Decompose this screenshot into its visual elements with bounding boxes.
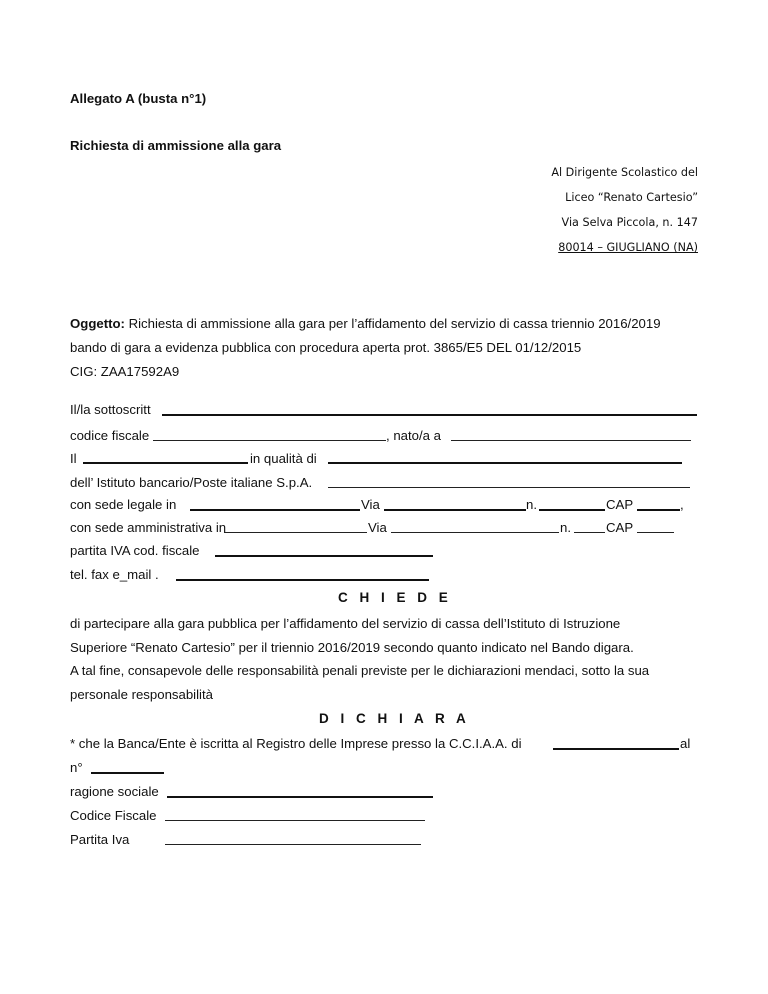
nato-a-field[interactable] <box>451 440 691 441</box>
sede-amm-n-label: n. <box>560 520 571 535</box>
sottoscritt-label: Il/la sottoscritt <box>70 402 151 417</box>
piva-label: partita IVA cod. fiscale <box>70 543 200 558</box>
oggetto-label: Oggetto: <box>70 316 125 331</box>
oggetto-line-1 <box>70 316 661 331</box>
piva-field[interactable] <box>215 555 433 557</box>
sede-amm-n-field[interactable] <box>574 532 605 533</box>
recipient-line-1: Al Dirigente Scolastico del <box>551 166 698 179</box>
sede-amm-cap-field[interactable] <box>637 532 674 533</box>
il-label: Il <box>70 451 77 466</box>
ragione-sociale-label: ragione sociale <box>70 784 159 799</box>
dichiara-al-label: al <box>680 736 691 751</box>
sede-legale-cap-label: CAP <box>606 497 634 512</box>
chiede-paragraph-2: Superiore “Renato Cartesio” per il triennio 2016/2019 secondo quanto indicato nel Bando digara. <box>70 640 634 655</box>
sede-amm-field[interactable] <box>224 532 367 533</box>
request-title: Richiesta di ammissione alla gara <box>70 138 282 153</box>
dichiara-partita-iva-label: Partita Iva <box>70 832 130 847</box>
in-qualita-field[interactable] <box>328 462 682 464</box>
chiede-paragraph-4: personale responsabilità <box>70 687 213 702</box>
sede-amm-label: con sede amministrativa in <box>70 520 227 535</box>
dichiara-heading: D I C H I A R A <box>319 711 470 726</box>
ragione-sociale-field[interactable] <box>167 796 433 798</box>
cig-code: CIG: ZAA17592A9 <box>70 364 180 379</box>
in-qualita-label: in qualità di <box>250 451 317 466</box>
recipient-line-2: Liceo “Renato Cartesio” <box>565 191 698 204</box>
tel-label: tel. fax e_mail . <box>70 567 159 582</box>
sede-legale-via-label: Via <box>361 497 380 512</box>
cciaa-field[interactable] <box>553 748 679 750</box>
recipient-line-3: Via Selva Piccola, n. 147 <box>561 216 698 229</box>
sede-legale-n-field[interactable] <box>539 509 605 511</box>
codice-fiscale-field[interactable] <box>153 440 386 441</box>
sede-legale-label: con sede legale in <box>70 497 177 512</box>
sede-legale-field[interactable] <box>190 509 360 511</box>
sede-amm-via-label: Via <box>368 520 387 535</box>
sede-legale-via-field[interactable] <box>384 509 526 511</box>
sede-legale-comma: , <box>680 497 684 512</box>
oggetto-line-2: bando di gara a evidenza pubblica con procedura aperta prot. 3865/E5 DEL 01/12/2015 <box>70 340 582 355</box>
nato-a-label: , nato/a a <box>386 428 441 443</box>
tel-field[interactable] <box>176 579 429 581</box>
sede-amm-cap-label: CAP <box>606 520 634 535</box>
dichiara-codice-fiscale-field[interactable] <box>165 820 425 821</box>
chiede-paragraph-3: A tal fine, consapevole delle responsabilità penali previste per le dichiarazioni mendaci, sotto la sua <box>70 663 650 678</box>
istituto-field[interactable] <box>328 487 690 488</box>
chiede-paragraph-1: di partecipare alla gara pubblica per l’affidamento del servizio di cassa dell’Istituto di Istruzione <box>70 616 621 631</box>
dichiara-item-1: * che la Banca/Ente è iscritta al Registro delle Imprese presso la C.C.I.A.A. di <box>70 736 522 751</box>
dichiara-codice-fiscale-label: Codice Fiscale <box>70 808 157 823</box>
oggetto-text: Richiesta di ammissione alla gara per l’affidamento del servizio di cassa triennio 2016/2019 <box>124 316 661 331</box>
sede-amm-via-field[interactable] <box>391 532 559 533</box>
chiede-heading: C H I E D E <box>338 590 452 605</box>
registro-n-field[interactable] <box>91 772 164 774</box>
sede-legale-cap-field[interactable] <box>637 509 680 511</box>
recipient-line-4: 80014 – GIUGLIANO (NA) <box>558 241 698 254</box>
data-nascita-field[interactable] <box>83 462 248 464</box>
sottoscritt-field[interactable] <box>162 414 697 416</box>
istituto-label: dell’ Istituto bancario/Poste italiane S.p.A. <box>70 475 313 490</box>
codice-fiscale-label: codice fiscale <box>70 428 150 443</box>
allegato-heading: Allegato A (busta n°1) <box>70 91 207 106</box>
dichiara-partita-iva-field[interactable] <box>165 844 421 845</box>
registro-n-label: n° <box>70 760 83 775</box>
sede-legale-n-label: n. <box>526 497 537 512</box>
